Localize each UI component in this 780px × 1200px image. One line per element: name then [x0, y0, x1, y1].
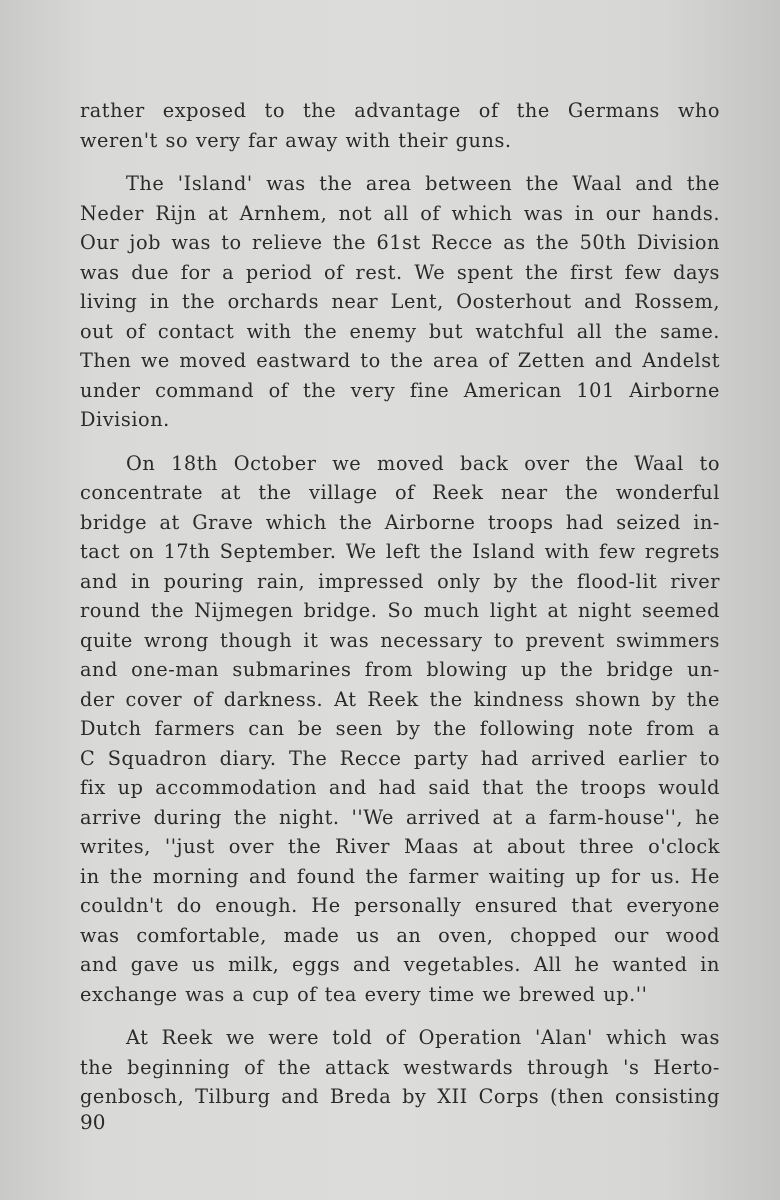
text-line: Division.: [80, 408, 170, 431]
text-line: der cover of darkness. At Reek the kindness shown by the: [80, 687, 720, 711]
text-line: was comfortable, made us an oven, chopped our wood: [80, 923, 720, 947]
text-line: living in the orchards near Lent, Oosterhout and Rossem,: [80, 290, 720, 313]
text-line: Our job was to relieve the 61st Recce as the 50th Division: [80, 231, 720, 254]
text-line: Neder Rijn at Arnhem, not all of which was in our hands.: [80, 201, 720, 225]
text-line: Then we moved eastward to the area of Zetten and Andelst: [80, 349, 720, 372]
text-line: genbosch, Tilburg and Breda by XII Corps (then consisting: [80, 1085, 720, 1108]
text-line: the beginning of the attack westwards through 's Herto-: [80, 1055, 720, 1079]
text-line: The 'Island' was the area between the Waal and the: [126, 172, 720, 195]
paragraph-1: [80, 96, 720, 155]
text-line: and gave us milk, eggs and vegetables. All he wanted in: [80, 953, 720, 976]
paragraph-2: [80, 169, 720, 435]
text-line: Dutch farmers can be seen by the following note from a: [80, 717, 720, 740]
paragraph-4: [80, 1023, 720, 1112]
text-line: rather exposed to the advantage of the Germans who: [80, 99, 720, 122]
text-line: exchange was a cup of tea every time we brewed up.'': [80, 982, 648, 1006]
text-line: and one-man submarines from blowing up the bridge un-: [80, 658, 720, 681]
paragraph-3: [80, 449, 720, 1010]
text-line: concentrate at the village of Reek near the wonderful: [80, 481, 720, 504]
page-number: 90: [80, 1110, 106, 1134]
text-line: round the Nijmegen bridge. So much light at night seemed: [80, 599, 720, 622]
page-text: [80, 96, 720, 1112]
text-line: was due for a period of rest. We spent the first few days: [80, 260, 720, 284]
text-line: in the morning and found the farmer waiting up for us. He: [80, 864, 720, 888]
text-line: bridge at Grave which the Airborne troops had seized in-: [80, 510, 720, 534]
text-line: out of contact with the enemy but watchful all the same.: [80, 319, 720, 343]
text-line: couldn't do enough. He personally ensured that everyone: [80, 894, 720, 917]
text-line: arrive during the night. ''We arrived at a farm-house'', he: [80, 805, 720, 829]
text-line: writes, ''just over the River Maas at about three o'clock: [80, 835, 720, 858]
text-line: fix up accommodation and had said that the troops would: [80, 776, 720, 799]
text-line: and in pouring rain, impressed only by the flood-lit river: [80, 569, 720, 593]
text-line: At Reek we were told of Operation 'Alan' which was: [126, 1026, 720, 1049]
text-line: On 18th October we moved back over the Waal to: [126, 451, 720, 475]
text-line: C Squadron diary. The Recce party had arrived earlier to: [80, 746, 720, 770]
text-line: tact on 17th September. We left the Island with few regrets: [80, 540, 720, 563]
text-line: quite wrong though it was necessary to prevent swimmers: [80, 628, 720, 652]
text-line: under command of the very fine American 101 Airborne: [80, 378, 720, 402]
text-line: weren't so very far away with their guns.: [80, 128, 512, 152]
